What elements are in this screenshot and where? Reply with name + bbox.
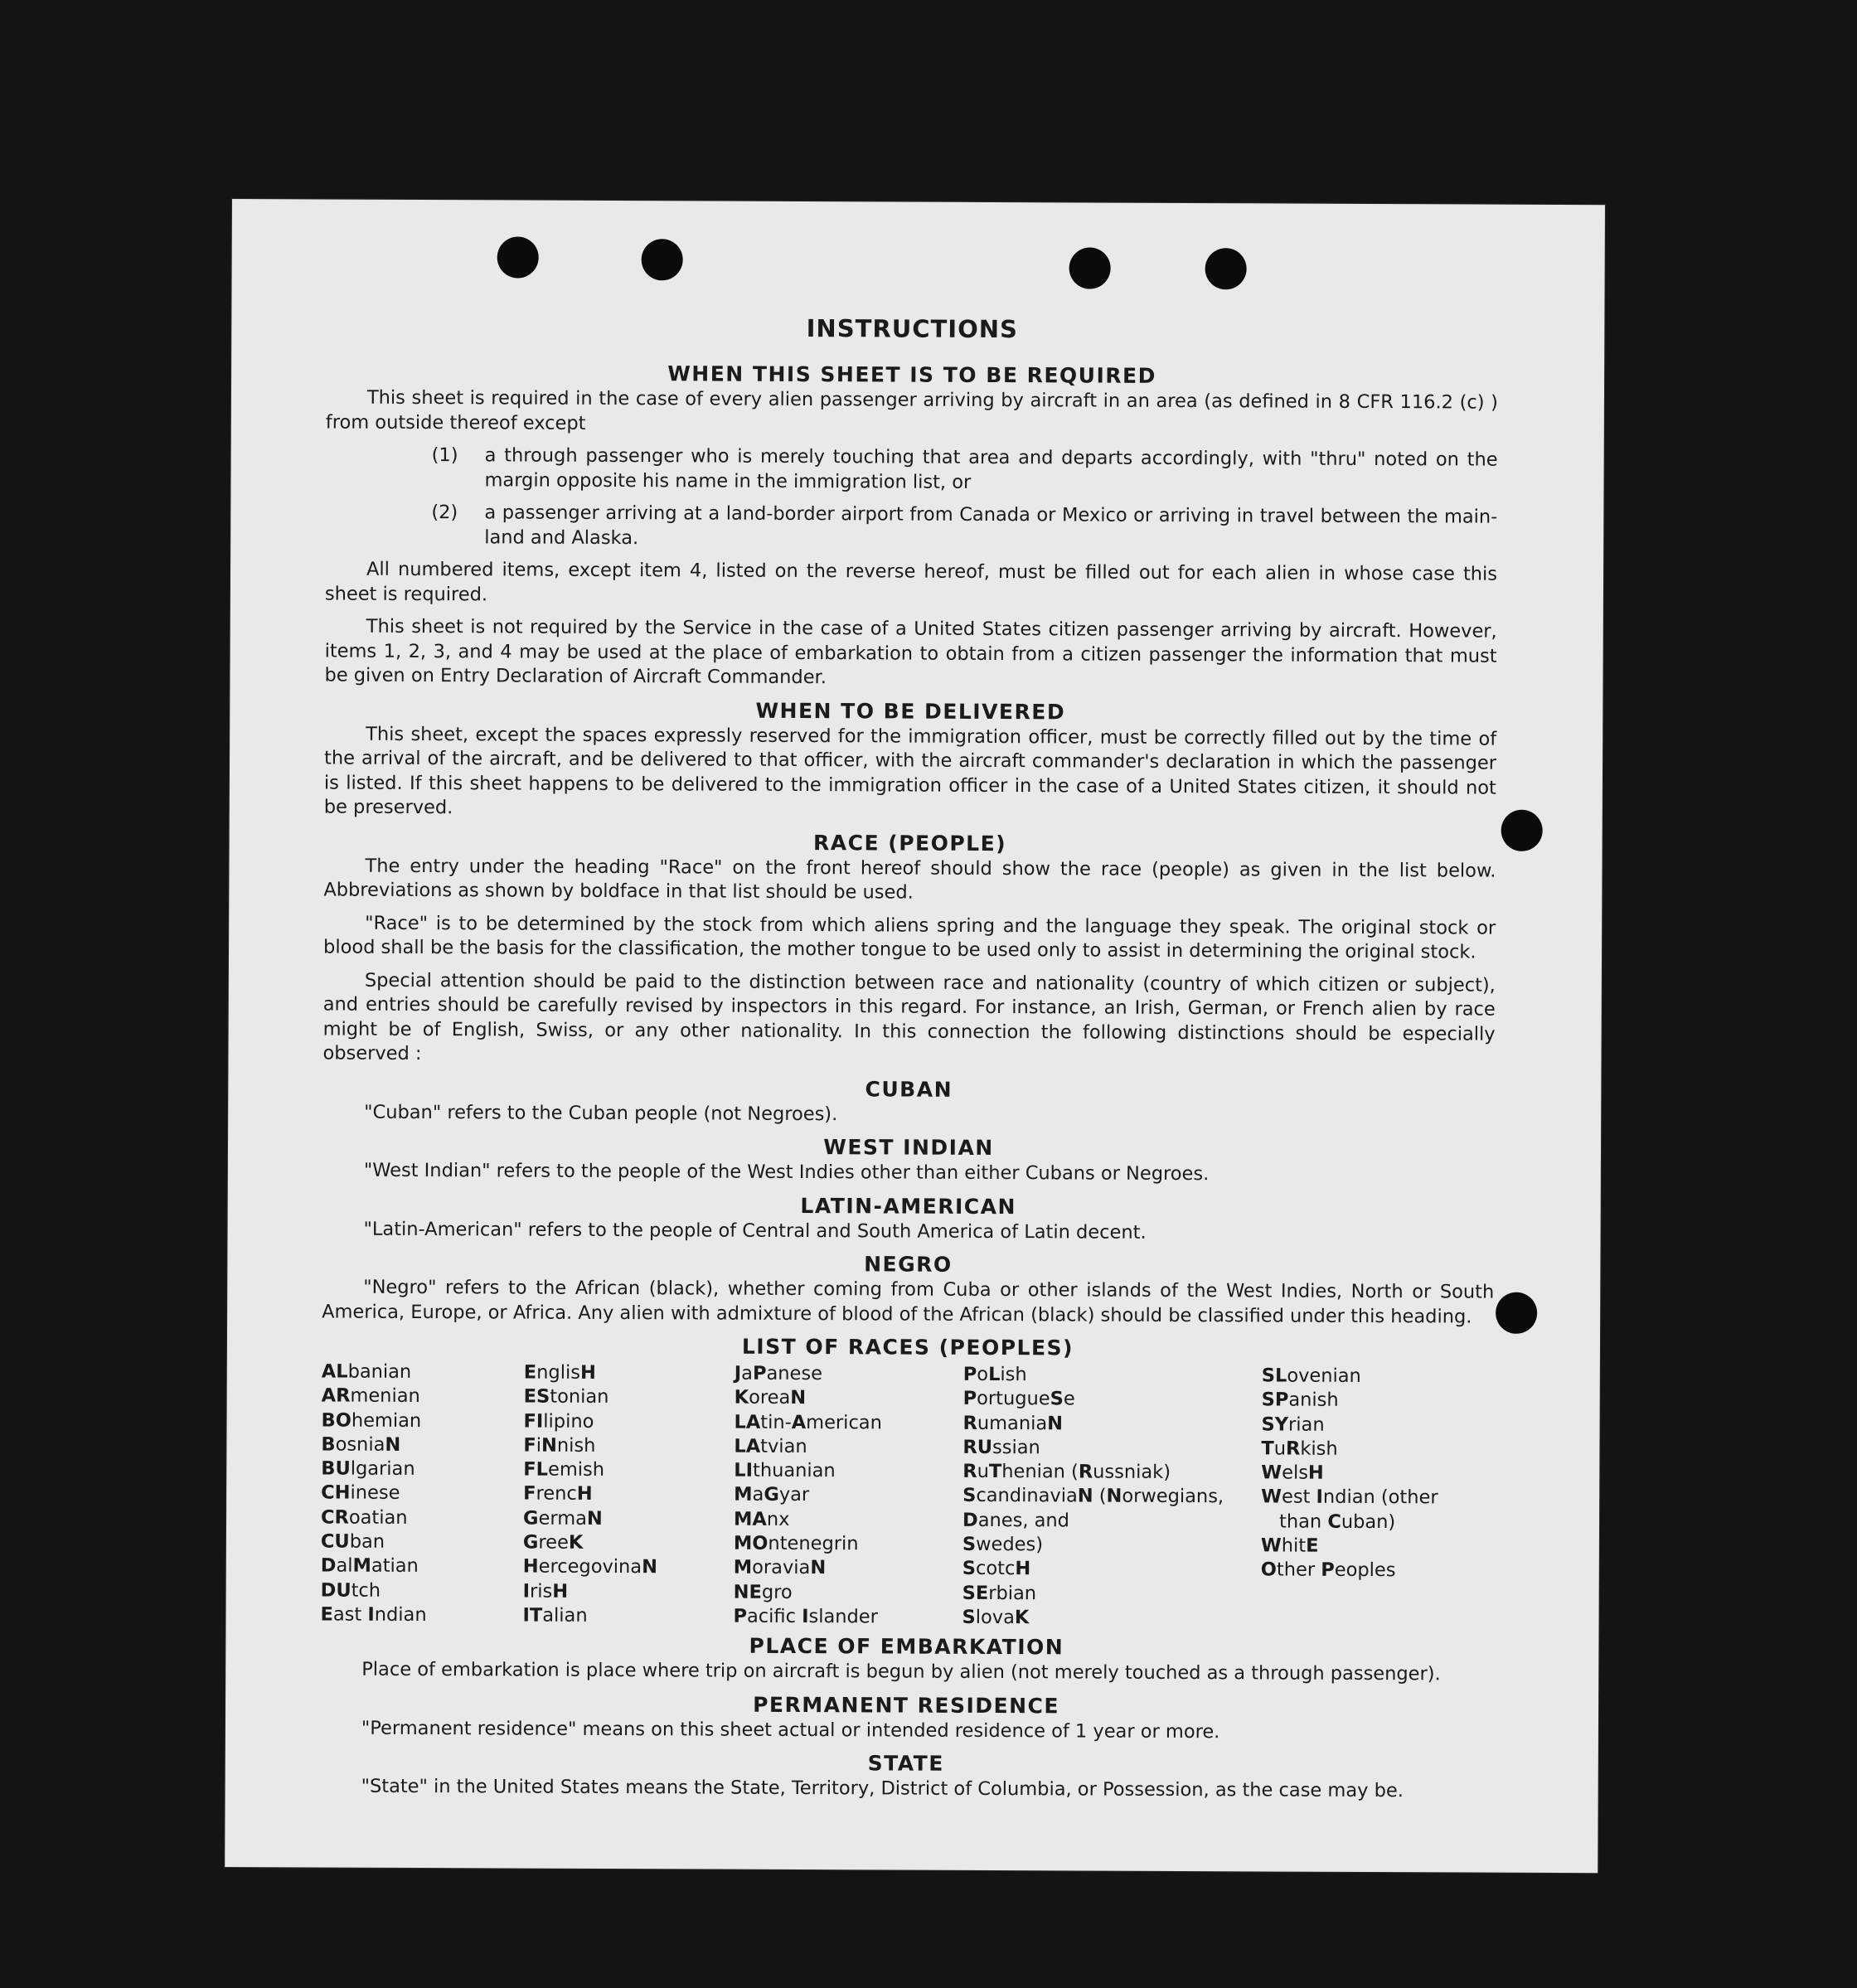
race-entry: RuThenian (Russniak) [962, 1461, 1171, 1484]
race-column [320, 1360, 523, 1627]
race-entry: SYrian [1261, 1413, 1325, 1436]
race-column [522, 1361, 734, 1629]
race-column [733, 1362, 962, 1630]
paragraph: "Permanent residence" means on this sheet actual or intended residence of 1 year or more. [361, 1717, 1220, 1743]
race-entry: CUban [320, 1530, 385, 1553]
race-entry: MAnx [734, 1508, 790, 1530]
race-entry: BUlgarian [321, 1457, 415, 1481]
race-entry: SErbian [962, 1582, 1037, 1604]
race-entry: FLemish [523, 1458, 605, 1481]
section-heading: LIST OF RACES (PEOPLES) [741, 1334, 1074, 1360]
race-entry: MOntenegrin [733, 1532, 859, 1555]
race-entry: than Cuban) [1278, 1510, 1396, 1533]
section-heading: RACE (PEOPLE) [813, 830, 1007, 856]
race-entry: LIthuanian [734, 1459, 836, 1482]
section-heading: NEGRO [864, 1252, 953, 1277]
race-entry: TuRkish [1261, 1438, 1338, 1460]
paragraph: Place of embarkation is place where trip on aircraft is begun by alien (not merely touched as a through passenger). [361, 1658, 1441, 1685]
race-entry: LAtin-American [734, 1411, 882, 1434]
section-heading: LATIN-AMERICAN [800, 1193, 1017, 1219]
race-entry: RumaniaN [962, 1412, 1064, 1434]
race-entry: DUtch [320, 1579, 381, 1602]
paragraph: This sheet is not required by the Service in the case of a United States citizen passenger arriving by aircraft. However, items 1, 2, 3, and 4 may be used at the place of embarkation to obtain from a citizen passenger the information that must be given on Entry Declaration of Aircraft Commander. [324, 615, 1497, 689]
paragraph: "West Indian" refers to the people of the West Indies other than either Cubans or Negroes. [363, 1159, 1210, 1186]
document-body [320, 312, 1499, 1812]
punch-hole [1069, 247, 1111, 289]
race-entry: ALbanian [321, 1360, 412, 1383]
race-entry: West Indian (other [1261, 1486, 1438, 1509]
race-entry: FrencH [523, 1483, 593, 1506]
item-text: a passenger arriving at a land-border airport from Canada or Mexico or arriving in travel between the main-land and Alaska. [484, 502, 1498, 549]
race-entry: RUssian [962, 1436, 1040, 1459]
race-entry: SLovenian [1261, 1365, 1361, 1387]
race-entry: Swedes) [962, 1533, 1044, 1556]
punch-hole [497, 236, 539, 278]
list-item [431, 501, 1497, 555]
paragraph: "Cuban" refers to the Cuban people (not Negroes). [364, 1101, 838, 1125]
paragraph: "Latin-American" refers to the people of Central and South America of Latin decent. [363, 1218, 1147, 1244]
race-entry: Other Peoples [1260, 1559, 1396, 1582]
race-entry: KoreaN [734, 1386, 807, 1409]
race-entry: EnglisH [523, 1361, 596, 1384]
paragraph: The entry under the heading "Race" on the front hereof should show the race (people) as given in the list below. Abbreviations as shown by boldface in that list should be used. [323, 855, 1496, 904]
race-entry: GermaN [523, 1507, 603, 1530]
punch-hole [1496, 1292, 1537, 1334]
paragraph: This sheet, except the spaces expressly reserved for the immigration officer, must be correctly filled out by the time of the arrival of the aircraft, and be delivered to that officer, with the aircraft commander's declaration in which the passenger is listed. If this sheet happens to be delivered to the immigration officer in the case of a United States citizen, it should not be preserved. [323, 723, 1497, 819]
race-entry: JaPanese [734, 1362, 823, 1385]
race-entry: DalMatian [320, 1554, 419, 1578]
race-entry: ScandinaviaN (Norwegians, [962, 1485, 1224, 1508]
section-heading: WHEN TO BE DELIVERED [755, 698, 1066, 724]
race-entry: SPanish [1261, 1389, 1339, 1412]
section-heading: WEST INDIAN [823, 1135, 994, 1161]
race-entry: Danes, and [962, 1509, 1070, 1532]
race-entry: WhitE [1260, 1535, 1319, 1557]
race-entry: ARmenian [321, 1384, 420, 1408]
race-entry: Pacific Islander [733, 1605, 878, 1628]
race-entry: NEgro [733, 1581, 793, 1603]
section-heading: PLACE OF EMBARKATION [749, 1634, 1064, 1660]
race-entry: CRoatian [321, 1506, 408, 1529]
race-column [962, 1363, 1261, 1632]
punch-hole [1205, 248, 1247, 289]
item-number: (1) [431, 444, 458, 467]
section-heading: PERMANENT RESIDENCE [753, 1692, 1060, 1719]
race-entry: WelsH [1261, 1462, 1324, 1484]
item-number: (2) [431, 502, 458, 524]
list-item [431, 444, 1497, 497]
race-entry: CHinese [321, 1481, 400, 1505]
section-heading: WHEN THIS SHEET IS TO BE REQUIRED [667, 361, 1156, 388]
punch-hole [1501, 810, 1543, 851]
paragraph: Special attention should be paid to the distinction between race and nationality (country of which citizen or subject), and entries should be carefully revised by inspectors in this regard. For instance, an Irish, German, or French alien by race might be of English, Swiss, or any other nationality. In this connection the following distinctions should be especially observed : [322, 969, 1496, 1065]
race-entry: EStonian [523, 1385, 609, 1409]
race-entry: FIlipino [523, 1410, 594, 1433]
document-page [225, 199, 1605, 1873]
document-title: INSTRUCTIONS [806, 314, 1019, 344]
race-entry: LAtvian [734, 1435, 807, 1457]
race-column [1260, 1364, 1493, 1632]
race-entry: MaGyar [734, 1484, 810, 1506]
race-entry: BosniaN [321, 1433, 401, 1456]
race-entry: HercegovinaN [522, 1555, 658, 1578]
paragraph: "State" in the United States means the State, Territory, District of Columbia, or Possession, as the case may be. [361, 1775, 1404, 1802]
race-entry: MoraviaN [733, 1557, 827, 1579]
section-heading: STATE [867, 1751, 944, 1777]
item-text: a through passenger who is merely touching that area and departs accordingly, with "thru" noted on the margin opposite his name in the immigration list, or [484, 444, 1498, 493]
race-entry: FiNnish [523, 1434, 596, 1457]
section-heading: CUBAN [865, 1076, 953, 1102]
race-entry: East Indian [320, 1603, 427, 1627]
paragraph: "Negro" refers to the African (black), whether coming from Cuba or other islands of the West Indies, North or South America, Europe, or Africa. Any alien with admixture of blood of the African (black) should be classified under this heading. [322, 1276, 1495, 1328]
paragraph: All numbered items, except item 4, listed on the reverse hereof, must be filled out for each alien in whose case this sheet is required. [324, 558, 1498, 605]
race-entry: SlovaK [962, 1606, 1030, 1629]
race-entry: PoLish [962, 1363, 1027, 1386]
paragraph: "Race" is to be determined by the stock from which aliens spring and the language they speak. The original stock or blood shall be the basis for the classification, the mother tongue to be used only to assist in determining the original stock. [323, 912, 1496, 963]
race-entry: ITalian [522, 1604, 588, 1627]
punch-hole [642, 239, 683, 280]
paragraph: This sheet is required in the case of every alien passenger arriving by aircraft in an area (as defined in 8 CFR 116.2 (c) ) from outside thereof except [325, 386, 1498, 434]
race-entry: PortugueSe [962, 1388, 1075, 1410]
race-entry: BOhemian [321, 1409, 422, 1432]
race-list [320, 1360, 1493, 1632]
race-entry: ScotcH [962, 1558, 1031, 1580]
race-entry: IrisH [522, 1580, 569, 1603]
race-entry: GreeK [522, 1531, 584, 1554]
